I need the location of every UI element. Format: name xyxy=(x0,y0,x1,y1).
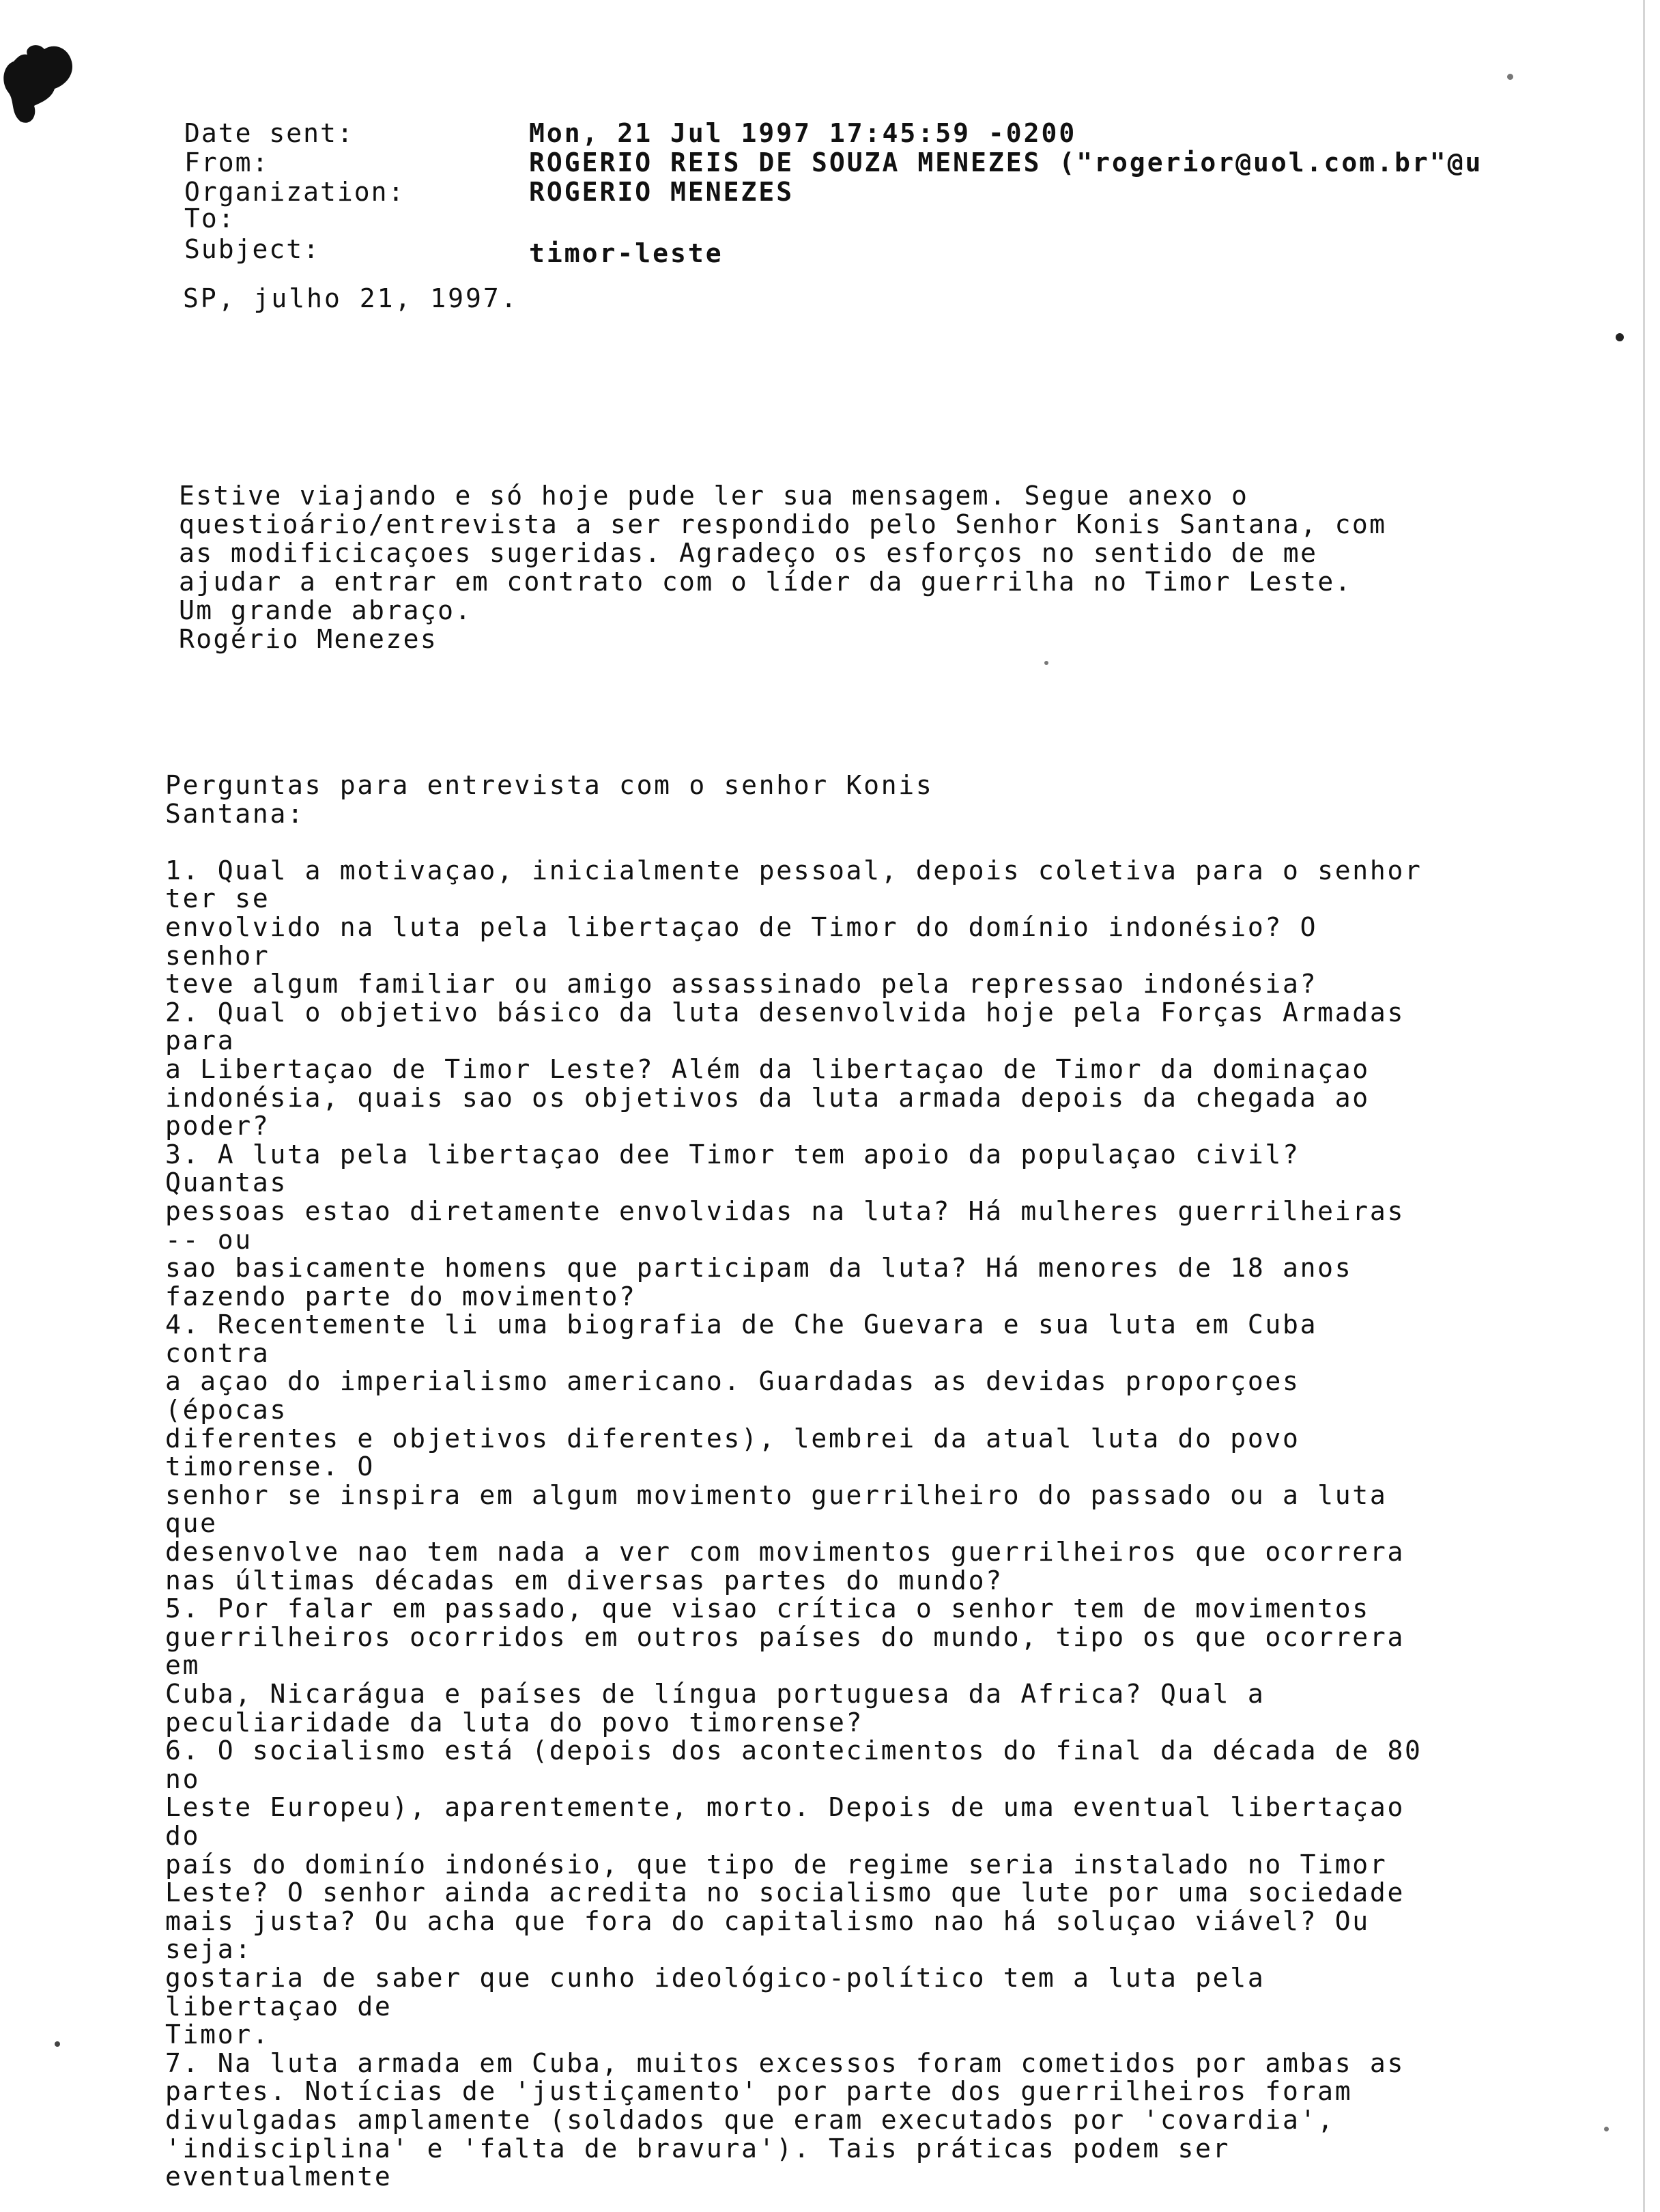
question-line: Santana: xyxy=(165,798,305,829)
question-line: do xyxy=(165,1820,201,1851)
question-line: envolvido na luta pela libertaçao de Timor do domínio indonésio? O xyxy=(165,911,1318,942)
question-line: 'indisciplina' e 'falta de bravura'). Tais práticas podem ser xyxy=(165,2133,1231,2164)
to-value xyxy=(529,205,540,232)
letter-line: Rogério Menezes xyxy=(179,624,438,654)
question-line: teve algum familiar ou amigo assassinado pela repressao indonésia? xyxy=(165,969,1318,999)
subject-label: Subject: xyxy=(184,234,321,264)
letter-body xyxy=(179,481,1646,653)
question-line: libertaçao de xyxy=(165,1991,392,2022)
letter-line: ajudar a entrar em contrato com o líder da guerrilha no Timor Leste. xyxy=(179,567,1352,597)
organization-label: Organization: xyxy=(184,177,405,207)
speck xyxy=(55,2041,60,2047)
question-line: mais justa? Ou acha que fora do capitalismo nao há soluçao viável? Ou xyxy=(165,1905,1370,1936)
question-line: (épocas xyxy=(165,1395,288,1426)
question-line: seja: xyxy=(165,1934,253,1965)
ink-blot xyxy=(0,34,78,126)
from-value: ROGERIO REIS DE SOUZA MENEZES ("rogerior@uol.com.br"@u xyxy=(529,147,1483,178)
question-line: senhor se inspira em algum movimento guerrilheiro do passado ou a luta xyxy=(165,1479,1388,1510)
speck xyxy=(1507,74,1513,80)
date-sent-label: Date sent: xyxy=(184,118,354,148)
letter-date: SP, julho 21, 1997. xyxy=(183,283,519,313)
question-line: partes. Notícias de 'justiçamento' por parte dos guerrilheiros foram xyxy=(165,2076,1353,2107)
question-line: 1. Qual a motivaçao, inicialmente pessoal, depois coletiva para o senhor xyxy=(165,855,1422,885)
salutation-faded xyxy=(181,403,191,420)
question-line: 7. Na luta armada em Cuba, muitos excessos foram cometidos por ambas as xyxy=(165,2047,1405,2078)
question-line: indonésia, quais sao os objetivos da luta armada depois da chegada ao xyxy=(165,1082,1370,1113)
question-line: a açao do imperialismo americano. Guardadas as devidas proporçoes xyxy=(165,1366,1300,1397)
question-line: fazendo parte do movimento? xyxy=(165,1281,637,1311)
from-label: From: xyxy=(184,147,270,178)
question-line: 6. O socialismo está (depois dos acontecimentos do final da década de 80 xyxy=(165,1735,1422,1766)
question-line: a Libertaçao de Timor Leste? Além da libertaçao de Timor da dominaçao xyxy=(165,1053,1370,1084)
question-line: contra xyxy=(165,1337,270,1368)
subject-value: timor-leste xyxy=(529,238,724,268)
question-line: 5. Por falar em passado, que visao crítica o senhor tem de movimentos xyxy=(165,1593,1370,1624)
question-line: Leste? O senhor ainda acredita no socialismo que lute por uma sociedade xyxy=(165,1877,1405,1908)
question-line: país do dominío indonésio, que tipo de regime seria instalado no Timor xyxy=(165,1849,1388,1880)
question-line: em xyxy=(165,1650,201,1681)
to-label: To: xyxy=(184,203,235,233)
question-line: para xyxy=(165,1025,235,1056)
question-line: Perguntas para entrevista com o senhor Konis xyxy=(165,770,934,800)
question-line: Timor. xyxy=(165,2019,270,2050)
question-line: Leste Europeu), aparentemente, morto. Depois de uma eventual libertaçao xyxy=(165,1792,1405,1823)
question-line: no xyxy=(165,1763,201,1794)
letter-line: Estive viajando e só hoje pude ler sua mensagem. Segue anexo o xyxy=(179,481,1249,511)
question-line: sao basicamente homens que participam da luta? Há menores de 18 anos xyxy=(165,1253,1353,1284)
question-line: gostaria de saber que cunho ideológico-político tem a luta pela xyxy=(165,1962,1265,1993)
letter-line: Um grande abraço. xyxy=(179,595,472,625)
question-line: pessoas estao diretamente envolvidas na luta? Há mulheres guerrilheiras xyxy=(165,1195,1405,1226)
question-line: poder? xyxy=(165,1111,270,1142)
question-line: desenvolve nao tem nada a ver com movimentos guerrilheiros que ocorrera xyxy=(165,1537,1405,1568)
date-sent-value: Mon, 21 Jul 1997 17:45:59 -0200 xyxy=(529,118,1077,148)
question-line: eventualmente xyxy=(165,2161,392,2192)
letter-line: questioário/entrevista a ser respondido pelo Senhor Konis Santana, com xyxy=(179,509,1387,539)
question-line: que xyxy=(165,1508,218,1539)
question-line: nas últimas décadas em diversas partes do mundo? xyxy=(165,1565,1003,1596)
question-line: divulgadas amplamente (soldados que eram executados por 'covardia', xyxy=(165,2104,1335,2135)
speck xyxy=(1044,661,1048,665)
interview-questions xyxy=(165,771,1646,2192)
question-line: peculiaridade da luta do povo timorense? xyxy=(165,1707,864,1738)
question-line: guerrilheiros ocorridos em outros países do mundo, tipo os que ocorrera xyxy=(165,1621,1405,1652)
letter-line: as modificicaçoes sugeridas. Agradeço os esforços no sentido de me xyxy=(179,538,1318,568)
question-line: 3. A luta pela libertaçao dee Timor tem apoio da populaçao civil? xyxy=(165,1139,1300,1169)
question-line: senhor xyxy=(165,940,270,971)
question-line: diferentes e objetivos diferentes), lembrei da atual luta do povo xyxy=(165,1423,1300,1454)
question-line: 4. Recentemente li uma biografia de Che Guevara e sua luta em Cuba xyxy=(165,1309,1318,1340)
question-line: Quantas xyxy=(165,1167,288,1198)
question-line: timorense. O xyxy=(165,1451,375,1482)
organization-value: ROGERIO MENEZES xyxy=(529,177,795,207)
question-line: -- ou xyxy=(165,1224,253,1255)
question-line xyxy=(165,828,1646,857)
question-line: 2. Qual o objetivo básico da luta desenvolvida hoje pela Forças Armadas xyxy=(165,997,1405,1027)
question-line: Cuba, Nicarágua e países de língua portuguesa da Africa? Qual a xyxy=(165,1679,1265,1709)
question-line: ter se xyxy=(165,883,270,914)
